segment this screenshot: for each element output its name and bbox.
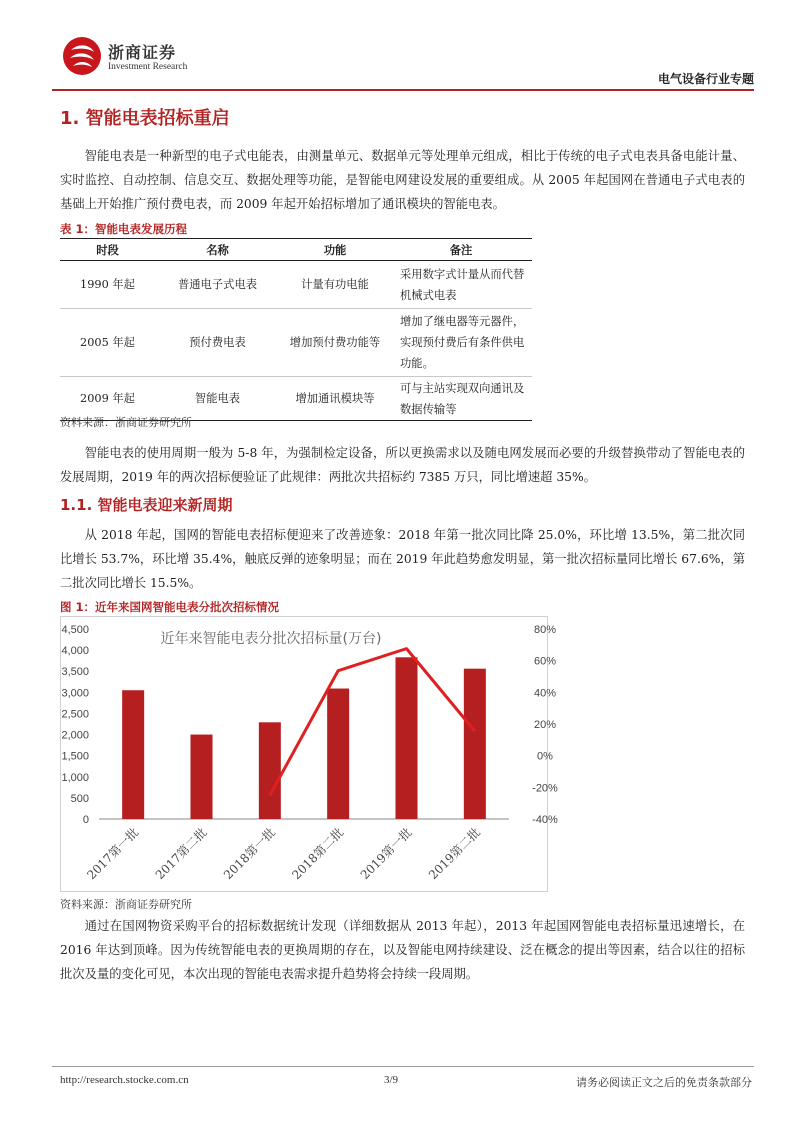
x-tick-label: 2019第一批	[357, 825, 415, 883]
company-logo-icon	[62, 36, 102, 76]
table-header-function: 功能	[280, 239, 390, 261]
table-cell: 2009 年起	[60, 377, 155, 421]
y2-tick-label: 20%	[533, 719, 557, 731]
page-number: 3/9	[384, 1074, 399, 1086]
yoy-line-series	[270, 649, 475, 796]
y-tick-label: 4,000	[61, 645, 89, 658]
x-tick-label: 2017第二批	[152, 825, 210, 883]
figure-1-source: 资料来源：浙商证券研究所	[60, 898, 192, 911]
chart-title: 近年来智能电表分批次招标量(万台)	[160, 631, 382, 647]
table-header-note: 备注	[390, 239, 532, 261]
table-cell: 采用数字式计量从而代替机械式电表	[390, 261, 532, 309]
y2-tick-label: 60%	[533, 655, 557, 668]
report-type: 电气设备行业专题	[657, 72, 754, 86]
y-tick-label: 2,000	[61, 729, 89, 742]
section-1-1-title: 1.1. 智能电表迎来新周期	[60, 496, 233, 514]
footer-disclaimer: 请务必阅读正文之后的免责条款部分	[576, 1076, 752, 1089]
y-tick-label: 3,000	[61, 687, 89, 700]
table-cell: 1990 年起	[60, 261, 155, 309]
header-divider	[52, 89, 754, 91]
table-row	[60, 309, 532, 377]
figure-1-chart	[60, 616, 558, 892]
table-row	[60, 261, 532, 309]
y-tick-label: 500	[70, 792, 89, 805]
section-1-title: 1. 智能电表招标重启	[60, 108, 230, 129]
bar-mark	[259, 722, 281, 819]
section-1-1-paragraph-2: 通过在国网物资采购平台的招标数据统计发现（详细数据从 2013 年起），2013 年起国网智能电表招标量迅速增长，在 2016 年达到顶峰。因为传统智能电表的更换周期的存在，以及智能电网持续建设、泛在概念的提出等因素，结合以往的招标批次及量的变化可见，本次出现的智能电表需求提升趋势将会持续一段周期。	[60, 919, 745, 981]
table-cell: 计量有功电能	[280, 261, 390, 309]
x-tick-label: 2017第一批	[84, 825, 142, 883]
table-cell: 2005 年起	[60, 309, 155, 377]
y2-tick-label: 40%	[533, 687, 557, 700]
bar-mark	[122, 690, 144, 819]
y-tick-label: 1,500	[61, 750, 89, 763]
y-tick-label: 0	[82, 814, 89, 826]
section-1-paragraph-2: 智能电表的使用周期一般为 5-8 年，为强制检定设备，所以更换需求以及随电网发展而必要的升级替换带动了智能电表的发展周期，2019 年的两次招标便验证了此规律：两批次共招标约 7385 万只，同比增速超 35%。	[60, 446, 745, 484]
bar-mark	[327, 689, 349, 819]
table-1-source: 资料来源：浙商证券研究所	[60, 416, 192, 429]
table-cell: 预付费电表	[155, 309, 280, 377]
table-cell: 增加预付费功能等	[280, 309, 390, 377]
footer-url[interactable]: http://research.stocke.com.cn	[60, 1074, 189, 1086]
bar-mark	[464, 669, 486, 819]
y2-tick-label: 80%	[533, 624, 557, 636]
x-tick-label: 2018第二批	[289, 825, 347, 883]
table-cell: 普通电子式电表	[155, 261, 280, 309]
footer-divider	[52, 1066, 754, 1067]
x-tick-label: 2019第二批	[425, 825, 483, 883]
company-name-cn: 浙商证券	[108, 43, 177, 62]
table-cell: 可与主站实现双向通讯及数据传输等	[390, 377, 532, 421]
section-1-paragraph-1: 智能电表是一种新型的电子式电能表，由测量单元、数据单元等处理单元组成，相比于传统的电子式电表具备电能计量、实时监控、自动控制、信息交互、数据处理等功能，是智能电网建设发展的重要组成。从 2005 年起国网在普通电子式电表的基础上开始推广预付费电表，而 2009 年起开始招标增加了通讯模块的智能电表。	[60, 149, 745, 211]
company-name-en: Investment Research	[108, 62, 188, 72]
table-1	[60, 238, 532, 421]
y-tick-label: 1,000	[61, 771, 89, 784]
figure-1-caption: 图 1：近年来国网智能电表分批次招标情况	[60, 600, 280, 614]
bar-mark	[396, 657, 418, 819]
section-1-1-paragraph-1: 从 2018 年起，国网的智能电表招标便迎来了改善迹象：2018 年第一批次同比降 25.0%，环比增 13.5%，第二批次同比增长 53.7%，环比增 35.4%，触底反弹的迹象明显；而在 2019 年此趋势愈发明显，第一批次招标量同比增长 67.6%，第二批次同比增长 15.5%。	[60, 528, 745, 590]
table-cell: 增加了继电器等元器件，实现预付费后有条件供电功能。	[390, 309, 532, 377]
table-cell: 增加通讯模块等	[280, 377, 390, 421]
y2-tick-label: 0%	[537, 750, 553, 763]
bar-mark	[191, 735, 213, 819]
y-tick-label: 4,500	[61, 624, 89, 636]
table-header-period: 时段	[60, 239, 155, 261]
page-header	[52, 30, 754, 88]
table-1-caption: 表 1：智能电表发展历程	[60, 222, 188, 236]
y-tick-label: 3,500	[61, 666, 89, 679]
y-tick-label: 2,500	[61, 708, 89, 721]
chart-svg	[61, 617, 558, 893]
table-header-name: 名称	[155, 239, 280, 261]
x-tick-label: 2018第一批	[220, 825, 278, 883]
y2-tick-label: -40%	[532, 814, 558, 826]
y2-tick-label: -20%	[532, 782, 558, 795]
table-cell: 智能电表	[155, 377, 280, 421]
